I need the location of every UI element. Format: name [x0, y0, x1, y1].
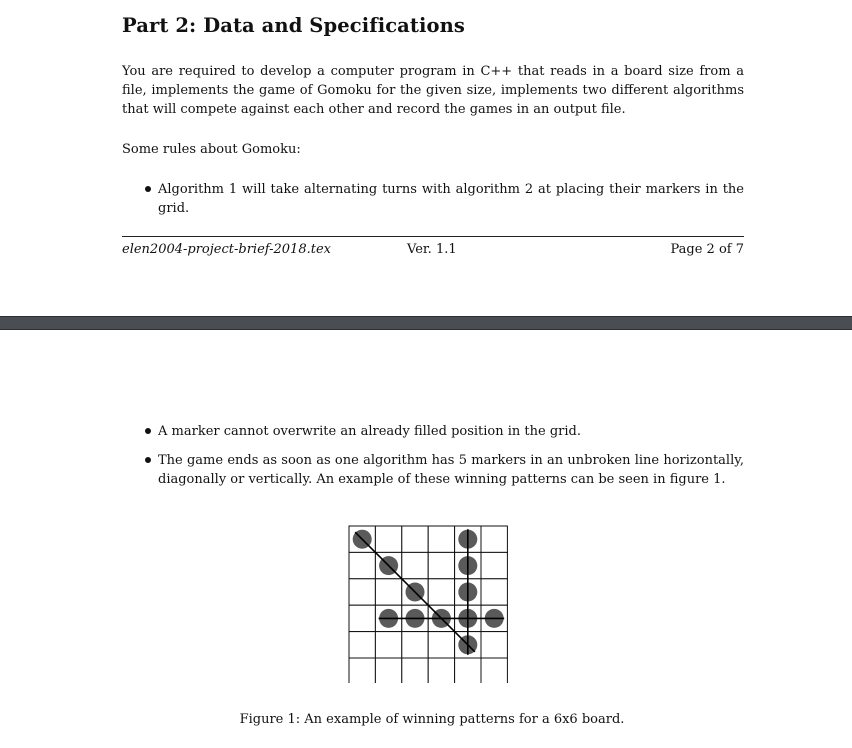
- footer-version: Ver. 1.1: [407, 242, 457, 257]
- grid-cell: [428, 526, 454, 552]
- bullet-item: Algorithm 1 will take alternating turns with algorithm 2 at placing their markers in the grid.: [158, 182, 744, 216]
- grid-cell: [375, 526, 401, 552]
- section-heading: Part 2: Data and Specifications: [122, 14, 465, 37]
- grid-cell: [481, 526, 507, 552]
- grid-cell: [349, 632, 375, 658]
- grid-cell: [481, 579, 507, 605]
- grid-cell: [481, 658, 507, 683]
- grid-cell: [375, 658, 401, 683]
- bullet-dot: [145, 457, 151, 463]
- grid-cell: [428, 658, 454, 683]
- grid-cell: [375, 632, 401, 658]
- footer-page-number: Page 2 of 7: [670, 242, 744, 257]
- rules-intro: Some rules about Gomoku:: [122, 142, 301, 157]
- grid-cell: [428, 632, 454, 658]
- bullet-dot: [145, 186, 151, 192]
- bullet-item: The game ends as soon as one algorithm has 5 markers in an unbroken line horizontally, diagonally or vertically. An example of these winning patterns can be seen in figure 1.: [158, 453, 744, 487]
- page-separator: [0, 316, 852, 330]
- grid-cell: [428, 552, 454, 578]
- grid-cell: [349, 605, 375, 631]
- footer-rule: [122, 236, 744, 237]
- grid-cell: [428, 579, 454, 605]
- grid-cell: [402, 552, 428, 578]
- grid-cell: [481, 552, 507, 578]
- figure-caption: Figure 1: An example of winning patterns for a 6x6 board.: [239, 712, 625, 727]
- grid-cell: [402, 658, 428, 683]
- intro-paragraph: You are required to develop a computer program in C++ that reads in a board size from a file, implements the game of Gomoku for the given size, implements two different algorithms that will compete against each other and record the games in an output file.: [122, 64, 744, 117]
- pdf-page-2: [0, 0, 852, 316]
- grid-cell: [402, 526, 428, 552]
- pdf-page-3: [0, 330, 852, 748]
- gomoku-board-figure: [344, 521, 512, 683]
- grid-cell: [349, 552, 375, 578]
- grid-cell: [349, 579, 375, 605]
- grid-cell: [375, 579, 401, 605]
- grid-cell: [349, 658, 375, 683]
- bullet-item: A marker cannot overwrite an already filled position in the grid.: [158, 424, 581, 439]
- footer-filename: elen2004-project-brief-2018.tex: [122, 242, 331, 257]
- grid-cell: [455, 658, 481, 683]
- bullet-dot: [145, 428, 151, 434]
- grid-cell: [402, 632, 428, 658]
- grid-cell: [481, 632, 507, 658]
